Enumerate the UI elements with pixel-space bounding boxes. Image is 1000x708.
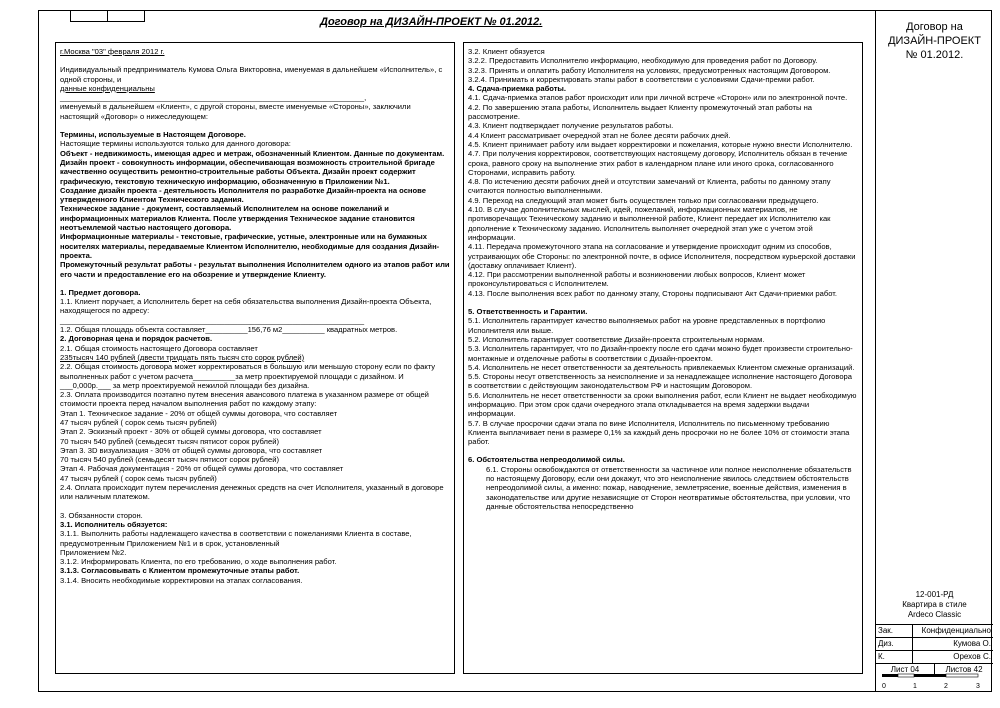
stamp-key: Зак. xyxy=(876,625,913,637)
contract-paragraph: 47 тысяч рублей ( сорок семь тысяч рублей) xyxy=(60,417,217,427)
sheet-number: Лист 04 xyxy=(890,665,920,674)
contract-paragraph: 1.2. Общая площадь объекта составляет__________156,76 м2__________ квадратных метров. xyxy=(60,325,398,335)
contract-paragraph: 6.1. Стороны освобождаются от ответственности за частичное или полное неисполнение обязательств по настоящему Договору, если они докажут, что это неисполнение явилось следствием обстоятельств непреодолимой силы, а именно: пожар, наводнение, землетрясение, военные действия, изменения в законодательстве или другие независящие от Сторон неотвратимые обстоятельства, при условии, что данные обстоятельства непосредственно xyxy=(486,464,852,511)
scale-segment xyxy=(882,674,898,677)
contract-paragraph: 5.5. Стороны несут ответственность за неисполнение и за ненадлежащее исполнение настоящего Договора в соответствии с действующим законодательством РФ и настоящим Договором. xyxy=(468,372,852,391)
sidebar-title xyxy=(876,20,993,62)
contract-paragraph: Этап 2. Эскизный проект - 30% от общей суммы договора, что составляет xyxy=(60,427,322,437)
stamp-value: Кумова О. xyxy=(953,639,991,648)
contract-paragraph: именуемый в дальнейшем «Клиент», с другой стороны, вместе именуемые «Стороны», заключили настоящий «Договор» о нижеследующем: xyxy=(60,102,411,121)
contract-paragraph: Индивидуальный предприниматель Кумова Ольга Викторовна, именуемая в дальнейшем «Исполнитель», с одной стороны, и xyxy=(60,65,443,84)
contract-paragraph: Настоящие термины используются только для данного договора: xyxy=(60,139,291,149)
sidebar-title-line: № 01.2012. xyxy=(905,49,964,61)
stamp-value: Конфиденциально xyxy=(921,626,991,635)
stamp-key: К. xyxy=(876,651,913,663)
contract-paragraph: Промежуточный результат работы - результат выполнения Исполнителем одного из этапов работ или его части и предоставление его на обозрение и утверждение Клиенту. xyxy=(60,260,450,279)
contract-paragraph: ________________________________________________________________________ xyxy=(60,315,365,325)
contract-paragraph: 4.10. В случае дополнительных мыслей, идей, пожеланий, информационных материалов, не противоречащих Техническому заданию и выполненной работе, Клиент передает их Исполнителю как дополнение к Техническому заданию. Исполнитель выполняет очередной этап уже с учетом этой информации. xyxy=(468,205,831,242)
contract-paragraph: Информационные материалы - текстовые, графические, устные, электронные или на бумажных носителях материалы, передаваемые Клиентом Исполнителю, необходимые для создания Дизайн-проекта. xyxy=(60,232,440,260)
scale-bar xyxy=(880,672,990,692)
scale-label: 1 xyxy=(913,683,917,690)
contract-paragraph: 6. Обстоятельства непреодолимой силы. xyxy=(468,455,625,465)
contract-paragraph: 4.1. Сдача-приемка этапов работ происходит или при личной встрече «Сторон» или по электронной почте. xyxy=(468,93,848,103)
scale-segment xyxy=(914,674,946,677)
contract-paragraph: 4.7. При получения корректировок, соответствующих настоящему договору, Исполнитель обязан в течение срока, равного сроку на выполнение этих работ в календарном плане или иного срока, согласованного Сторонами, исправить работу. xyxy=(468,149,848,177)
paragraph-gap xyxy=(468,298,858,307)
paragraph-gap xyxy=(60,56,450,65)
contract-paragraph: 5. Ответственность и Гарантии. xyxy=(468,307,588,317)
scale-label: 0 xyxy=(882,683,886,690)
contract-column-right xyxy=(463,42,863,674)
contract-paragraph: 4.12. При рассмотрении выполненной работы и возникновении любых вопросов, Клиент может проконсультироваться с Исполнителем. xyxy=(468,270,806,289)
contract-paragraph: 2.4. Оплата происходит путем перечисления денежных средств на счет Исполнителя, указанный в договоре или наличным платежом. xyxy=(60,483,444,502)
project-name-line1: Квартира в стиле xyxy=(902,600,967,609)
contract-paragraph: 3. Обязанности сторон. xyxy=(60,510,143,520)
contract-column-left xyxy=(55,42,455,674)
contract-paragraph: 3.1.3. Согласовывать с Клиентом промежуточные этапы работ. xyxy=(60,566,300,576)
contract-paragraph: 70 тысяч 540 рублей (семьдесят тысяч пятисот сорок рублей) xyxy=(60,455,279,465)
paragraph-gap xyxy=(60,502,450,511)
contract-paragraph: Этап 1. Техническое задание - 20% от общей суммы договора, что составляет xyxy=(60,408,338,418)
contract-paragraph: Этап 4. Рабочая документация - 20% от общей суммы договора, что составляет xyxy=(60,464,344,474)
contract-paragraph: 3.2.3. Принять и оплатить работу Исполнителя на условиях, предусмотренных настоящим Договором. xyxy=(468,65,831,75)
contract-paragraph: 3.1.4. Вносить необходимые корректировки на этапах согласования. xyxy=(60,575,303,585)
contract-paragraph: 3.2.4. Принимать и корректировать этапы работ в соответствии с условиями Сдачи-премки работ. xyxy=(468,74,815,84)
stamp-row xyxy=(876,624,993,637)
contract-paragraph: 5.7. В случае просрочки сдачи этапа по вине Исполнителя, Исполнитель по письменному требованию Клиента выплачивает пени в размере 0,1% за каждый день просрочки но не более 10% от стоимости этапа работ. xyxy=(468,418,850,447)
sheet-count: Листов 42 xyxy=(934,664,993,676)
contract-paragraph: Дизайн проект - совокупность информации, обеспечивающая возможность строительной бригаде качественно осуществить ремонтно-строительные работы Объекта. Дизайн проект содержит графическую, текстовую техническую информацию, обозначенную в Приложении №1. xyxy=(60,157,435,186)
contract-paragraph: Объект - недвижимость, имеющая адрес и метраж, обозначенный Клиентом. Данные по документам. xyxy=(60,148,445,158)
drawing-code: 12-001-РД xyxy=(915,590,954,599)
contract-paragraph: г.Москва "03" февраля 2012 г. xyxy=(60,47,165,56)
contract-paragraph: 5.4. Исполнитель не несет ответственности за деятельность привлекаемых Клиентом смежные организаций. xyxy=(468,362,855,372)
scale-label: 3 xyxy=(976,683,980,690)
scale-segment xyxy=(946,674,978,677)
contract-paragraph: данные конфиденциальны xyxy=(60,83,155,93)
contract-paragraph: 5.6. Исполнитель не несет ответственности за сроки выполнения работ, если Клиент не выдает необходимую информацию. При этом срок сдачи очередного этапа откладывается на время задержки выдачи информации. xyxy=(468,390,857,419)
contract-paragraph: 4.2. По завершению этапа работы, Исполнитель выдает Клиенту промежуточный этап работы на рассмотрение. xyxy=(468,102,812,122)
contract-paragraph: 4.9. Переход на следующий этап может быть осуществлен только при согласовании предыдущего. xyxy=(468,195,819,205)
contract-paragraph: 4.4 Клиент рассматривает очередной этап не более десяти рабочих дней. xyxy=(468,130,731,140)
contract-paragraph: 2.2. Общая стоимость договора может корректироваться в большую или меньшую сторону если по факту выполненных работ с учетом расчета__________за метр проектируемой площади с дизайном. И ___0,000р.___ за метр проектируемой нежилой площади без дизайна. xyxy=(60,362,436,390)
contract-paragraph: 3.2.2. Предоставить Исполнителю информацию, необходимую для проведения работ по Договору. xyxy=(468,56,818,66)
contract-paragraph: Этап 3. 3D визуализация - 30% от общей суммы договора, что составляет xyxy=(60,445,323,455)
sidebar-title-line: Договор на xyxy=(906,21,963,33)
contract-paragraph: 4. Сдача-приемка работы. xyxy=(468,84,567,94)
paragraph-gap xyxy=(468,446,858,455)
contract-paragraph: 70 тысяч 540 рублей (семьдесят тысяч пятисот сорок рублей) xyxy=(60,436,279,446)
contract-paragraph: 47 тысяч рублей ( сорок семь тысяч рублей) xyxy=(60,473,217,483)
contract-paragraph: 3.2. Клиент обязуется xyxy=(468,47,545,56)
contract-paragraph: Техническое задание - документ, составляемый Исполнителем на основе пожеланий и информационных материалов Клиента. После утверждения Техническое задание становится неотъемлемой частью настоящего договора. xyxy=(60,204,415,233)
contract-paragraph: Приложением №2. xyxy=(60,547,127,557)
contract-paragraph: 3.1.2. Информировать Клиента, по его требованию, о ходе выполнения работ. xyxy=(60,557,337,567)
contract-paragraph: 2. Договорная цена и порядок расчетов. xyxy=(60,334,213,344)
contract-paragraph: Термины, используемые в Настоящем Договоре. xyxy=(60,130,246,140)
stamp-row xyxy=(876,637,993,650)
paragraph-gap xyxy=(60,121,450,130)
contract-paragraph: 4.3. Клиент подтверждает получение результатов работы. xyxy=(468,121,674,131)
stamp-value: Орехов С. xyxy=(953,652,991,661)
contract-paragraph: 5.1. Исполнитель гарантирует качество выполняемых работ на уровне представленных в портфолио Исполнителя или выше. xyxy=(468,316,826,335)
title-stamp xyxy=(876,590,993,676)
scale-segment xyxy=(898,674,914,677)
contract-paragraph: 4.5. Клиент принимает работу или выдает корректировки и пожелания, которые нужно внести Исполнителю. xyxy=(468,139,853,149)
stamp-row xyxy=(876,650,993,663)
contract-paragraph: Создание дизайн проекта - деятельность Исполнителя по разработке Дизайн-проекта на основе утвержденного Клиентом Технического задания. xyxy=(60,185,426,205)
contract-paragraph: 3.1. Исполнитель обязуется: xyxy=(60,519,168,529)
sidebar-title-line: ДИЗАЙН-ПРОЕКТ xyxy=(888,35,981,47)
scale-label: 2 xyxy=(944,683,948,690)
contract-paragraph: 3.1.1. Выполнить работы надлежащего качества в соответствии с пожеланиями Клиента в составе, предусмотренным Приложением №1 и в срок, установленный xyxy=(60,529,412,548)
contract-paragraph: 4.11. Передача промежуточного этапа на согласование и утверждение происходит одним из способов, устраивающих обе Стороны: по электронной почте, в офисе Исполнителя, посредством курьерской доставки (доставку оплачивает Клиент). xyxy=(468,242,856,270)
contract-paragraph: 4.8. По истечению десяти рабочих дней и отсутствии замечаний от Клиента, работы по данному этапу считаются полностью выполненными. xyxy=(468,177,831,196)
frame-tab-left xyxy=(70,10,108,22)
contract-paragraph: 4.13. После выполнения всех работ по данному этапу, Стороны подписывают Акт Сдачи-приемки работ. xyxy=(468,288,838,298)
contract-paragraph: 1.1. Клиент поручает, а Исполнитель берет на себя обязательства выполнения Дизайн-проекта Объекта, находящегося по адресу: xyxy=(60,297,432,316)
contract-paragraph: 235тысяч 140 рублей (двести тридцать пять тысяч сто сорок рублей) xyxy=(60,352,305,362)
page-title: Договор на ДИЗАЙН-ПРОЕКТ № 01.2012. xyxy=(320,16,543,28)
frame-tab-right xyxy=(107,10,145,22)
contract-paragraph: 1. Предмет договора. xyxy=(60,287,141,297)
project-name-line2: Ardeco Classic xyxy=(907,610,962,619)
contract-paragraph: 2.3. Оплата производится поэтапно путем внесения авансового платежа в указанном размере от общей стоимости проекта перед началом выполнения работ по каждому этапу: xyxy=(60,390,429,409)
paragraph-gap xyxy=(60,279,450,288)
contract-paragraph: 5.2. Исполнитель гарантирует соответствие Дизайн-проекта строительным нормам. xyxy=(468,334,765,344)
contract-paragraph: ________________________________________________________________________, xyxy=(60,93,367,103)
title-block-sidebar xyxy=(875,10,992,692)
contract-paragraph: 2.1. Общая стоимость настоящего Договора составляет xyxy=(60,343,258,353)
stamp-key: Диз. xyxy=(876,638,913,650)
contract-paragraph: 5.3. Исполнитель гарантирует, что по Дизайн-проекту после его сдачи можно будет произвести строительно-монтажные и отделочные работы в соответствии с Дизайн-проектом. xyxy=(468,344,853,363)
